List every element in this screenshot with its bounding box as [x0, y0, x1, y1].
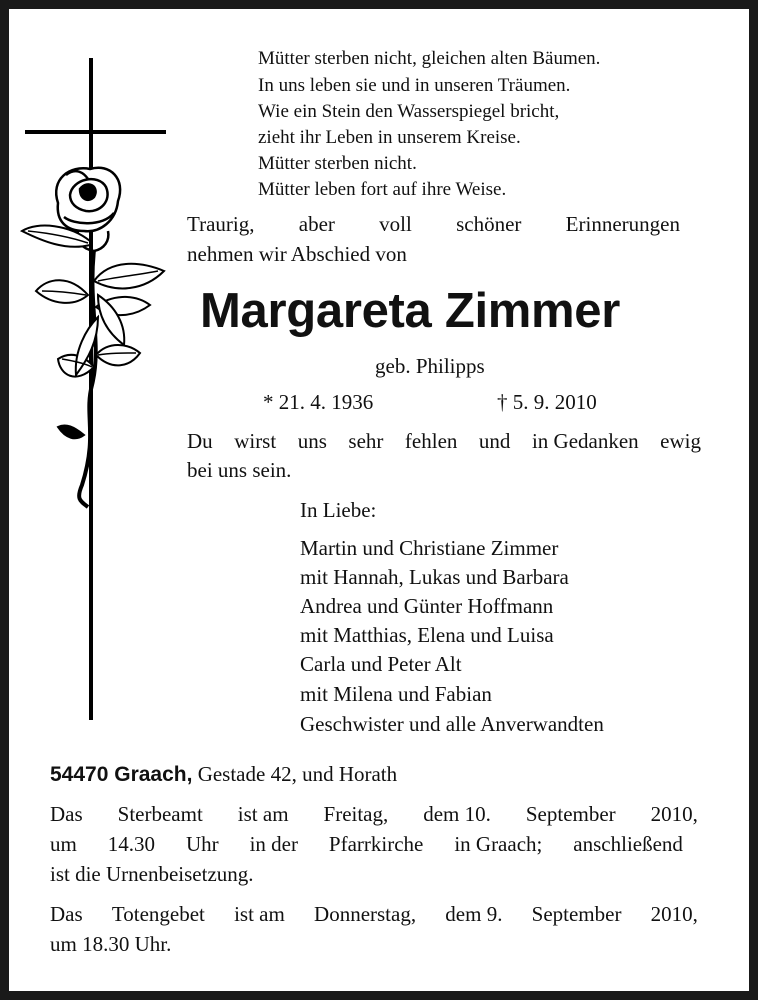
deceased-name: Margareta Zimmer [200, 284, 621, 338]
word: um [50, 832, 77, 856]
word: Uhr [185, 832, 219, 856]
word: fehlen [404, 429, 458, 453]
poem-line: Mütter leben fort auf ihre Weise. [258, 179, 507, 200]
birth-date: * 21. 4. 1936 [263, 390, 374, 414]
word: ist am [237, 802, 289, 826]
word: in der [249, 832, 298, 856]
word: in Graach; [454, 832, 543, 856]
word: dem 10. [423, 802, 491, 826]
street: Gestade 42, und Horath [192, 762, 398, 786]
word: schöner [456, 212, 522, 236]
mourner-line: mit Hannah, Lukas und Barbara [300, 565, 569, 589]
word: September [531, 902, 622, 926]
word: dem 9. [445, 902, 503, 926]
word: wirst [234, 429, 277, 453]
word: 14.30 [107, 832, 156, 856]
maiden-name: geb. Philipps [375, 354, 485, 378]
mourners-heading: In Liebe: [300, 498, 377, 522]
word: Traurig, [187, 212, 255, 236]
message-line [187, 429, 701, 453]
word: Donnerstag, [314, 902, 417, 926]
word: anschließend [573, 832, 683, 856]
requiem-line [50, 832, 683, 856]
word: ewig [660, 429, 701, 453]
word: in Gedanken [531, 429, 639, 453]
intro-line: nehmen wir Abschied von [187, 242, 407, 266]
word: 2010, [650, 802, 698, 826]
message-line: bei uns sein. [187, 458, 292, 482]
death-date: † 5. 9. 2010 [497, 390, 597, 414]
word: Sterbeamt [117, 802, 203, 826]
word: 2010, [650, 902, 698, 926]
poem-line: zieht ihr Leben in unserem Kreise. [258, 127, 521, 148]
word: Freitag, [323, 802, 389, 826]
word: Totengebet [111, 902, 205, 926]
mourner-line: Geschwister und alle Anverwandten [300, 712, 604, 736]
mourner-line: Carla und Peter Alt [300, 652, 462, 676]
word: voll [379, 212, 412, 236]
prayer-line: um 18.30 Uhr. [50, 932, 172, 956]
intro-line [187, 212, 680, 236]
word: Pfarrkirche [328, 832, 424, 856]
requiem-line: ist die Urnenbeisetzung. [50, 862, 254, 886]
word: und [478, 429, 511, 453]
poem-line: In uns leben sie und in unseren Träumen. [258, 75, 571, 96]
poem-line: Mütter sterben nicht, gleichen alten Bäumen. [258, 48, 601, 69]
word: ist am [234, 902, 285, 926]
word: aber [298, 212, 335, 236]
word: Du [187, 429, 213, 453]
word: uns [297, 429, 327, 453]
cross-rose-icon [18, 55, 178, 725]
requiem-line [50, 802, 698, 826]
prayer-line [50, 902, 698, 926]
word: Erinnerungen [565, 212, 680, 236]
address-line [50, 762, 397, 787]
mourner-line: Andrea und Günter Hoffmann [300, 594, 554, 618]
word: Das [50, 802, 83, 826]
town: 54470 Graach, [50, 763, 193, 786]
mourner-line: mit Milena und Fabian [300, 682, 492, 706]
poem-line: Mütter sterben nicht. [258, 153, 417, 174]
mourner-line: Martin und Christiane Zimmer [300, 536, 559, 560]
word: September [525, 802, 616, 826]
word: sehr [348, 429, 384, 453]
word: Das [50, 902, 83, 926]
poem-line: Wie ein Stein den Wasserspiegel bricht, [258, 101, 560, 122]
mourner-line: mit Matthias, Elena und Luisa [300, 623, 554, 647]
